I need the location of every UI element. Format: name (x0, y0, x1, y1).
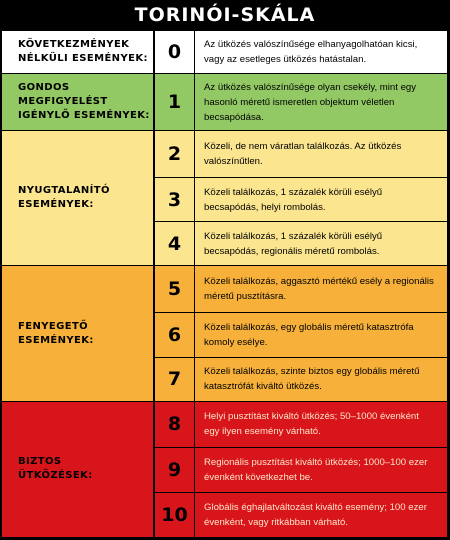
table-row (2, 131, 448, 178)
level-number: 8 (155, 402, 195, 448)
category-careful-monitoring: GONDOS MEGFIGYELÉST IGÉNYLŐ ESEMÉNYEK: (2, 74, 155, 131)
torino-scale-table (2, 31, 448, 538)
level-number: 2 (155, 131, 195, 178)
category-threatening: FENYEGETŐ ESEMÉNYEK: (2, 266, 155, 401)
scale-title: TORINÓI-SKÁLA (134, 4, 316, 26)
level-description: Közeli találkozás, szinte biztos egy globális méretű katasztrófát kiváltó ütközés. (195, 358, 448, 402)
level-description: Közeli találkozás, aggasztó mértékű esély a regionális méretű pusztításra. (195, 266, 448, 312)
level-number: 0 (155, 31, 195, 74)
level-description: Közeli találkozás, egy globális méretű katasztrófa komoly esélye. (195, 313, 448, 358)
level-number: 5 (155, 266, 195, 312)
level-number: 6 (155, 313, 195, 358)
category-concerning: NYUGTALANÍTÓ ESEMÉNYEK: (2, 131, 155, 266)
level-number: 1 (155, 74, 195, 131)
level-description: Regionális pusztítást kiváltó ütközés; 1000–100 ezer évenként következhet be. (195, 448, 448, 493)
table-row (2, 74, 448, 131)
table-row (2, 31, 448, 74)
level-description: Közeli találkozás, 1 százalék körüli esélyű becsapódás, regionális méretű rombolás. (195, 222, 448, 266)
level-description: Közeli, de nem váratlan találkozás. Az ütközés valószínűtlen. (195, 131, 448, 178)
level-description: Az ütközés valószínűsége elhanyagolhatóan kicsi, vagy az esetleges ütközés hatástalan. (195, 31, 448, 74)
level-description: Az ütközés valószínűsége olyan csekély, mint egy hasonló méretű ismeretlen objektum véletlen becsapódása. (195, 74, 448, 131)
category-no-consequence: KÖVETKEZMÉNYEK NÉLKÜLI ESEMÉNYEK: (2, 31, 155, 74)
level-description: Globális éghajlatváltozást kiváltó esemény; 100 ezer évenként, vagy ritkábban várható. (195, 493, 448, 538)
table-row (2, 266, 448, 312)
level-number: 10 (155, 493, 195, 538)
level-number: 4 (155, 222, 195, 266)
table-row (2, 402, 448, 448)
level-description: Közeli találkozás, 1 százalék körüli esélyű becsapódás, helyi rombolás. (195, 178, 448, 222)
level-description: Helyi pusztítást kiváltó ütközés; 50–1000 évenként egy ilyen esemény várható. (195, 402, 448, 448)
category-certain-collisions: BIZTOS ÜTKÖZÉSEK: (2, 402, 155, 538)
level-number: 9 (155, 448, 195, 493)
level-number: 3 (155, 178, 195, 222)
level-number: 7 (155, 358, 195, 402)
